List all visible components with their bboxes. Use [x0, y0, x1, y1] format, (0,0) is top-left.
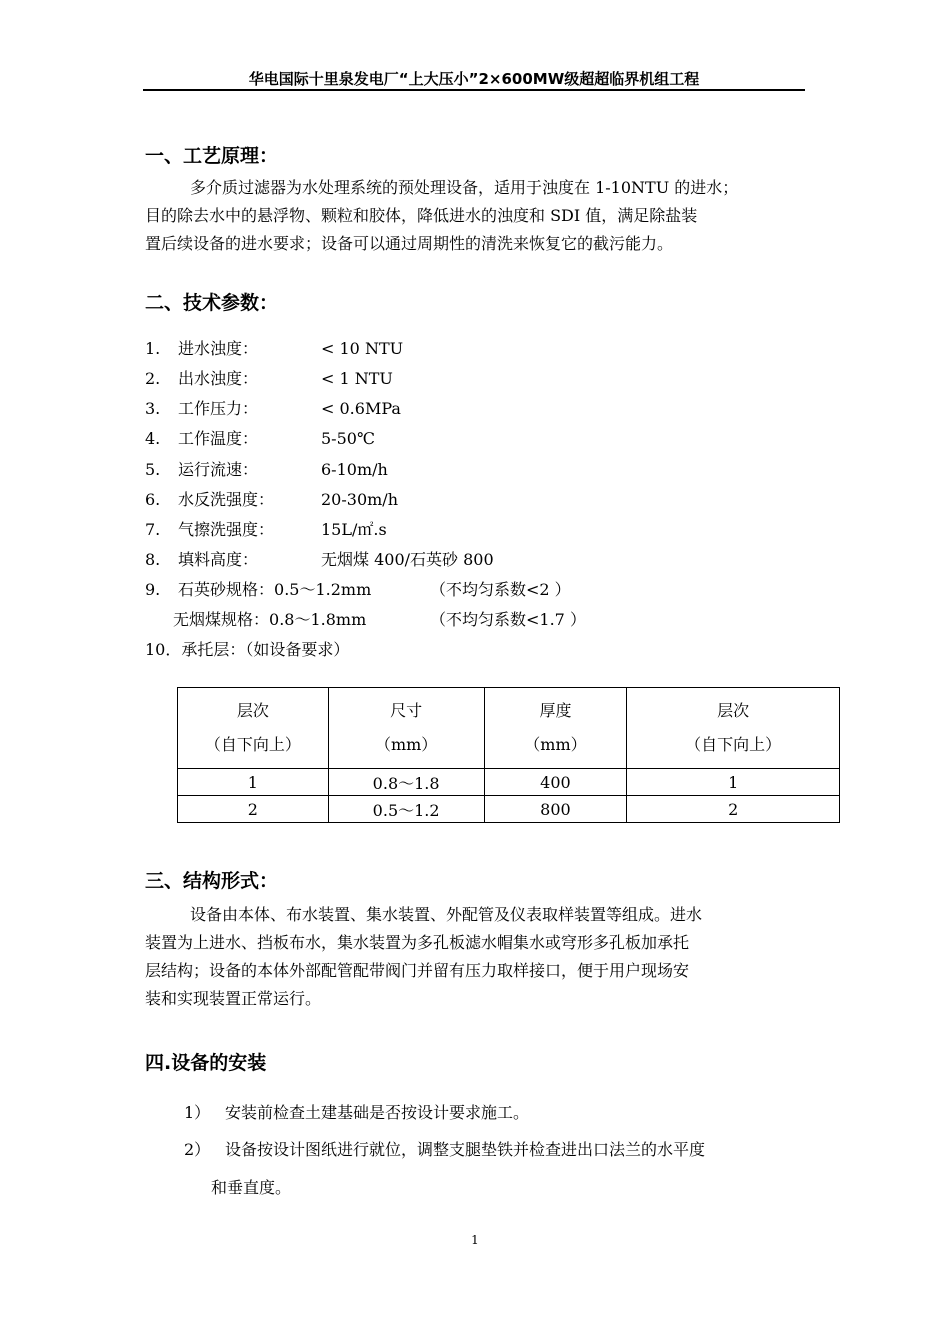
param-label: 石英砂规格：	[178, 580, 275, 599]
table-cell: 1	[178, 769, 329, 796]
table-cell: 1	[627, 769, 840, 796]
step-text: 安装前检查土建基础是否按设计要求施工。	[225, 1103, 530, 1122]
section2-heading: 二、技术参数：	[145, 292, 279, 314]
install-step	[184, 1133, 705, 1166]
param-label: 填料高度：	[178, 550, 259, 569]
section1-paragraph	[145, 174, 810, 258]
param-label: 工作温度：	[178, 429, 259, 448]
param-number: 5.	[145, 460, 161, 479]
support-layer-table	[177, 687, 840, 823]
section1-line-1: 多介质过滤器为水处理系统的预处理设备，适用于浊度在 1-10NTU 的进水；	[190, 178, 739, 197]
param-value: 5-50℃	[321, 429, 375, 448]
param-item-10: 10．承托层：（如设备要求）	[145, 640, 350, 659]
table-cell: 2	[627, 796, 840, 823]
param-item	[145, 366, 393, 386]
param-label: 无烟煤规格：	[173, 610, 270, 629]
table-cell: 400	[484, 769, 627, 796]
param-value: < 0.6MPa	[321, 399, 401, 418]
param-label: 运行流速：	[178, 460, 259, 479]
install-step-continuation: 和垂直度。	[211, 1178, 292, 1197]
param-label: 工作压力：	[178, 399, 259, 418]
param-item-9b	[173, 607, 366, 630]
param-value: 20-30m/h	[321, 490, 398, 509]
param-item	[145, 336, 403, 356]
param-item	[145, 547, 494, 567]
param-number: 4.	[145, 429, 161, 448]
param-value: < 1 NTU	[321, 369, 393, 388]
param-number: 9.	[145, 580, 161, 599]
step-number: 2）	[184, 1140, 211, 1159]
param-value: < 10 NTU	[321, 339, 404, 358]
table-header-cell: 层次 （自下向上）	[627, 688, 840, 769]
section4-heading: 四.设备的安装	[145, 1052, 267, 1074]
param-value: 15L/㎡.s	[321, 520, 387, 539]
param-item	[145, 457, 388, 477]
param-label: 水反洗强度：	[178, 490, 275, 509]
table-header-row	[178, 688, 840, 769]
install-step	[184, 1096, 529, 1129]
table-cell: 0.8～1.8	[328, 769, 484, 796]
param-number: 6.	[145, 490, 161, 509]
table-cell: 2	[178, 796, 329, 823]
section3-line-4: 装和实现装置正常运行。	[145, 989, 322, 1008]
param-number: 8.	[145, 550, 161, 569]
table-cell: 800	[484, 796, 627, 823]
section1-line-3: 置后续设备的进水要求；设备可以通过周期性的清洗来恢复它的截污能力。	[145, 234, 674, 253]
table-header-cell: 厚度 （mm）	[484, 688, 627, 769]
param-number: 1.	[145, 339, 161, 358]
table-row	[178, 796, 840, 823]
param-number: 7.	[145, 520, 161, 539]
header-rule	[143, 89, 805, 91]
param-value: 0.8～1.8mm	[269, 610, 367, 629]
param-item	[145, 396, 401, 416]
step-number: 1）	[184, 1103, 211, 1122]
table-header-cell: 层次 （自下向上）	[178, 688, 329, 769]
step-text: 设备按设计图纸进行就位，调整支腿垫铁并检查进出口法兰的水平度	[225, 1140, 706, 1159]
page-number: 1	[471, 1233, 479, 1247]
table-cell: 0.5～1.2	[328, 796, 484, 823]
param-value: 6-10m/h	[321, 460, 388, 479]
table-row	[178, 769, 840, 796]
param-number: 2.	[145, 369, 161, 388]
section3-paragraph	[145, 901, 810, 1013]
section3-heading: 三、结构形式：	[145, 870, 279, 892]
param-item	[145, 487, 398, 507]
param-value: 无烟煤 400/石英砂 800	[321, 550, 494, 569]
param-label: 气擦洗强度：	[178, 520, 275, 539]
section3-line-2: 装置为上进水、挡板布水，集水装置为多孔板滤水帽集水或穹形多孔板加承托	[145, 933, 690, 952]
param-item-9	[145, 577, 371, 597]
section3-line-1: 设备由本体、布水装置、集水装置、外配管及仪表取样装置等组成。进水	[190, 905, 703, 924]
param-item	[145, 426, 375, 446]
section1-line-2: 目的除去水中的悬浮物、颗粒和胶体，降低进水的浊度和 SDI 值，满足除盐装	[145, 206, 698, 225]
param-number: 3.	[145, 399, 161, 418]
page-header: 华电国际十里泉发电厂“上大压小”2×600MW级超超临界机组工程	[248, 70, 700, 88]
section1-heading: 一、工艺原理：	[145, 145, 279, 167]
param-value: 0.5～1.2mm	[274, 580, 372, 599]
param-item	[145, 517, 387, 537]
param-note: （不均匀系数<2 ）	[430, 580, 571, 599]
table-header-cell: 尺寸 （mm）	[328, 688, 484, 769]
param-label: 进水浊度：	[178, 339, 259, 358]
section3-line-3: 层结构；设备的本体外部配管配带阀门并留有压力取样接口，便于用户现场安	[145, 961, 690, 980]
param-note: （不均匀系数<1.7 ）	[430, 610, 586, 629]
param-label: 出水浊度：	[178, 369, 259, 388]
